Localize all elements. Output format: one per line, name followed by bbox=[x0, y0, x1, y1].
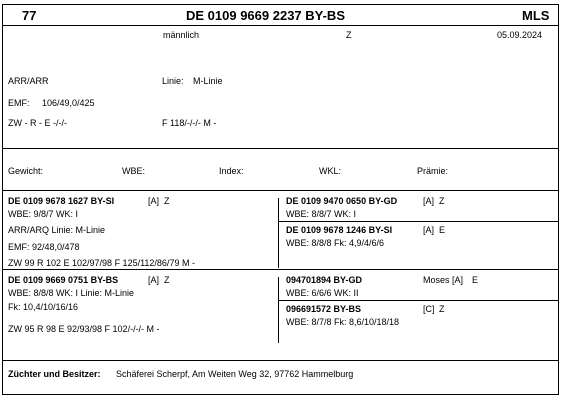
breeder-owner-label: Züchter und Besitzer: bbox=[8, 369, 101, 379]
sire-dam-grade: E bbox=[439, 225, 446, 235]
weight-label: Gewicht: bbox=[8, 166, 44, 176]
sire-zw: ZW 99 R 102 E 102/97/98 F 125/112/86/79 M - bbox=[8, 258, 195, 268]
emf-value: 106/49,0/425 bbox=[42, 98, 95, 108]
index-label: Index: bbox=[219, 166, 244, 176]
praemie-label: Prämie: bbox=[417, 166, 449, 176]
dam-branch-line bbox=[278, 277, 279, 343]
pedigree-divider bbox=[2, 190, 559, 191]
zw-value: ZW - R - E -/-/- bbox=[8, 118, 67, 128]
f-value: F 118/-/-/- M - bbox=[162, 118, 217, 128]
dam-id: DE 0109 9669 0751 BY-BS bbox=[8, 275, 119, 285]
sex: männlich bbox=[163, 30, 200, 40]
sire-sire-id: DE 0109 9470 0650 BY-GD bbox=[286, 196, 398, 206]
genotype: ARR/ARR bbox=[8, 76, 49, 86]
dam-fk: Fk: 10,4/10/16/16 bbox=[8, 302, 79, 312]
sire-sire-grade: Z bbox=[439, 196, 445, 206]
sire-dam-id: DE 0109 9678 1246 BY-SI bbox=[286, 225, 393, 235]
emf-label: EMF: bbox=[8, 98, 30, 108]
dam-dam-id: 096691572 BY-BS bbox=[286, 304, 362, 314]
wbe-label: WBE: bbox=[122, 166, 146, 176]
dam-sire-id: 094701894 BY-GD bbox=[286, 275, 363, 285]
sire-sire-wbe: WBE: 8/8/7 WK: I bbox=[286, 209, 357, 219]
dam-sire-grade: E bbox=[472, 275, 479, 285]
dam-wbe: WBE: 8/8/8 WK: I Linie: M-Linie bbox=[8, 288, 135, 298]
dam-sire-wbe: WBE: 6/6/6 WK: II bbox=[286, 288, 359, 298]
sire-grade: Z bbox=[164, 196, 170, 206]
sire-tag: [A] bbox=[148, 196, 160, 206]
line-label: Linie: bbox=[162, 76, 184, 86]
sire-pair-divider bbox=[278, 221, 559, 222]
dam-divider bbox=[2, 269, 559, 270]
sire-wbe: WBE: 9/8/7 WK: I bbox=[8, 209, 79, 219]
sire-dam-wbe: WBE: 8/8/8 Fk: 4,9/4/6/6 bbox=[286, 238, 385, 248]
dam-sire-tag: Moses [A] bbox=[423, 275, 464, 285]
catalog-number: 77 bbox=[22, 8, 37, 23]
wkl-label: WKL: bbox=[319, 166, 342, 176]
grade: Z bbox=[346, 30, 352, 40]
line-value: M-Linie bbox=[193, 76, 223, 86]
footer-divider bbox=[2, 360, 559, 361]
dam-tag: [A] bbox=[148, 275, 160, 285]
dam-dam-tag: [C] bbox=[423, 304, 435, 314]
sire-sire-tag: [A] bbox=[423, 196, 435, 206]
sire-emf: EMF: 92/48,0/478 bbox=[8, 242, 80, 252]
header-divider bbox=[2, 25, 559, 26]
sire-branch-line bbox=[278, 198, 279, 268]
breed-code: MLS bbox=[522, 8, 550, 23]
dam-pair-divider bbox=[278, 300, 559, 301]
section-divider bbox=[2, 148, 559, 149]
dam-dam-grade: Z bbox=[439, 304, 445, 314]
date: 05.09.2024 bbox=[497, 30, 543, 40]
sire-genotype-line: ARR/ARQ Linie: M-Linie bbox=[8, 225, 106, 235]
sire-dam-tag: [A] bbox=[423, 225, 435, 235]
dam-grade: Z bbox=[164, 275, 170, 285]
dam-zw: ZW 95 R 98 E 92/93/98 F 102/-/-/- M - bbox=[8, 324, 160, 334]
breeder-owner-value: Schäferei Scherpf, Am Weiten Weg 32, 97762 Hammelburg bbox=[116, 369, 354, 379]
ring-number: DE 0109 9669 2237 BY-BS bbox=[186, 8, 345, 23]
sire-id: DE 0109 9678 1627 BY-SI bbox=[8, 196, 115, 206]
dam-dam-wbe: WBE: 8/7/8 Fk: 8,6/10/18/18 bbox=[286, 317, 400, 327]
